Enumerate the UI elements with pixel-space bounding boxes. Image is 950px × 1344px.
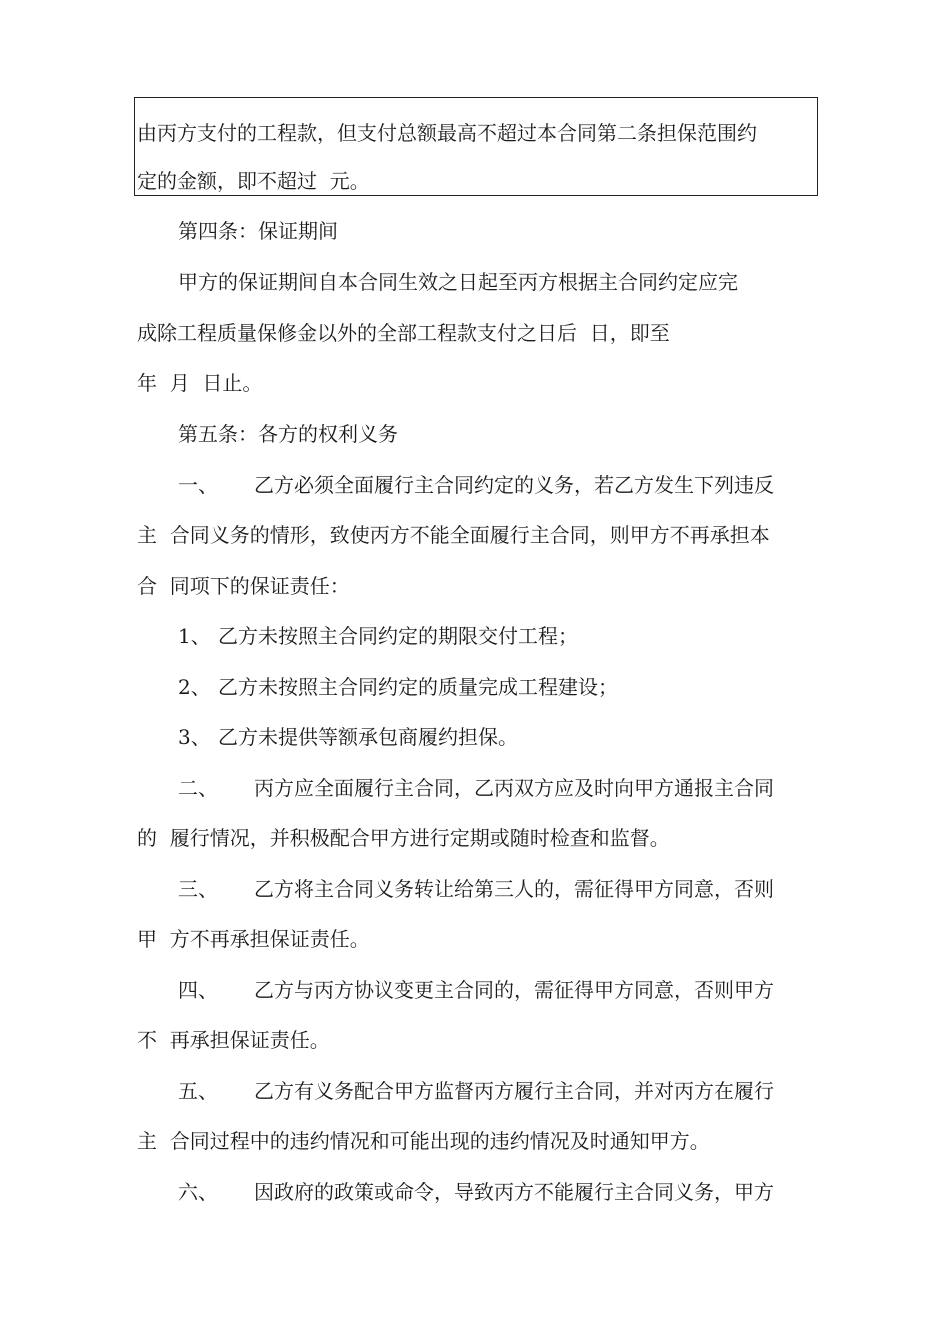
article-5-heading: 第五条：各方的权利义务 — [178, 422, 398, 446]
item-1-line-3: 合 同项下的保证责任： — [137, 574, 350, 598]
subitem-3-number: 3、 — [178, 725, 211, 749]
item-3-line-2: 甲 方不再承担保证责任。 — [137, 927, 370, 951]
item-3-line-1: 乙方将主合同义务转让给第三人的，需征得甲方同意，否则 — [254, 877, 774, 901]
item-5-number: 五、 — [178, 1079, 218, 1103]
subitem-1-text: 乙方未按照主合同约定的期限交付工程； — [218, 624, 578, 648]
article-4-heading: 第四条：保证期间 — [178, 219, 338, 243]
item-5-line-1: 乙方有义务配合甲方监督丙方履行主合同，并对丙方在履行 — [254, 1079, 774, 1103]
item-1-number: 一、 — [178, 473, 218, 497]
subitem-2-text: 乙方未按照主合同约定的质量完成工程建设； — [218, 675, 618, 699]
item-4-number: 四、 — [178, 978, 218, 1002]
item-1-line-1: 乙方必须全面履行主合同约定的义务，若乙方发生下列违反 — [254, 473, 774, 497]
item-2-line-1: 丙方应全面履行主合同，乙丙双方应及时向甲方通报主合同 — [254, 776, 774, 800]
box-line-1: 由丙方支付的工程款，但支付总额最高不超过本合同第二条担保范围约 — [137, 121, 757, 145]
item-3-number: 三、 — [178, 877, 218, 901]
item-5-line-2: 主 合同过程中的违约情况和可能出现的违约情况及时通知甲方。 — [137, 1129, 710, 1153]
item-1-line-2: 主 合同义务的情形，致使丙方不能全面履行主合同，则甲方不再承担本 — [137, 523, 770, 547]
subitem-3-text: 乙方未提供等额承包商履约担保。 — [218, 725, 518, 749]
item-2-number: 二、 — [178, 776, 218, 800]
article-4-line-2: 成除工程质量保修金以外的全部工程款支付之日后 日，即至 — [137, 321, 670, 345]
subitem-1-number: 1、 — [178, 624, 211, 648]
article-4-line-1: 甲方的保证期间自本合同生效之日起至丙方根据主合同约定应完 — [178, 270, 738, 294]
item-6-line-1: 因政府的政策或命令，导致丙方不能履行主合同义务，甲方 — [254, 1180, 774, 1204]
item-4-line-2: 不 再承担保证责任。 — [137, 1028, 330, 1052]
box-line-2: 定的金额，即不超过 元。 — [137, 169, 370, 193]
item-6-number: 六、 — [178, 1180, 218, 1204]
item-2-line-2: 的 履行情况，并积极配合甲方进行定期或随时检查和监督。 — [137, 826, 670, 850]
item-4-line-1: 乙方与丙方协议变更主合同的，需征得甲方同意，否则甲方 — [254, 978, 774, 1002]
article-4-line-3: 年 月 日止。 — [137, 371, 263, 395]
subitem-2-number: 2、 — [178, 675, 211, 699]
